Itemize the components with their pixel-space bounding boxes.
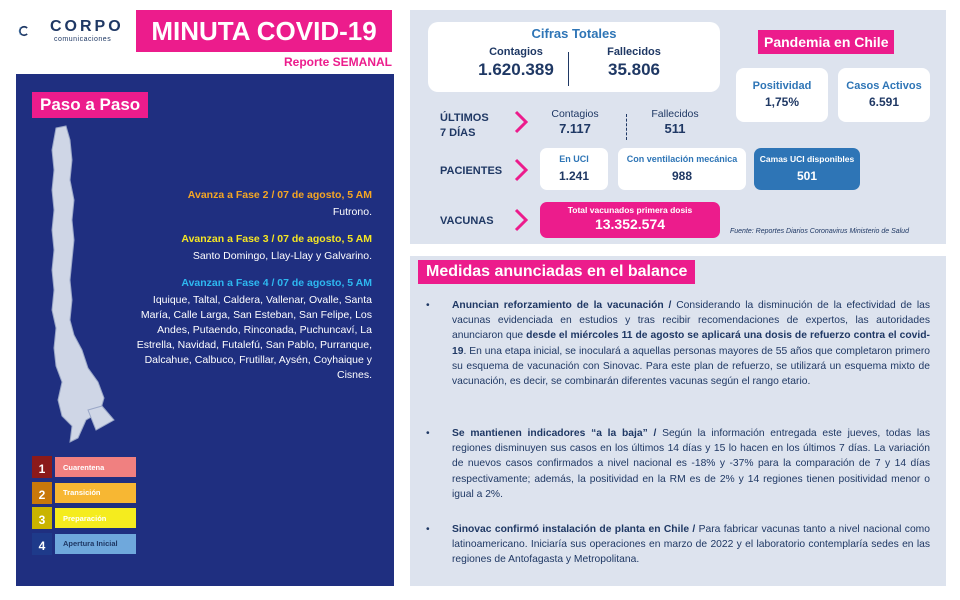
pandemia-label: Pandemia en Chile xyxy=(758,30,894,54)
vacunados-card xyxy=(540,202,720,238)
en-uci-label: En UCI xyxy=(559,154,589,164)
camas-uci-label: Camas UCI disponibles xyxy=(759,154,855,164)
legend-num: 4 xyxy=(32,533,52,555)
phase-4-title: Avanzan a Fase 4 / 07 de agosto, 5 AM xyxy=(181,277,372,289)
casos-activos-value: 6.591 xyxy=(868,95,900,109)
phase-4-block xyxy=(130,276,372,383)
en-uci-card xyxy=(540,148,608,190)
legend-row-apertura xyxy=(32,533,136,555)
phase-3-places: Santo Domingo, Llay-Llay y Galvarino. xyxy=(192,250,372,262)
total-contagios-label: Contagios xyxy=(489,46,543,58)
chevron-right-icon xyxy=(514,110,528,134)
ultimos-contagios-value: 7.117 xyxy=(559,121,591,136)
bullet-icon: • xyxy=(426,428,430,439)
medidas-title: Medidas anunciadas en el balance xyxy=(418,260,695,284)
chile-map-icon xyxy=(26,120,126,450)
casos-activos-card xyxy=(838,68,930,122)
vacunados-value: 13.352.574 xyxy=(594,216,666,232)
pacientes-label: PACIENTES xyxy=(440,165,503,177)
measure-item xyxy=(426,522,930,568)
totals-title: Cifras Totales xyxy=(531,26,617,41)
ventilacion-value: 988 xyxy=(671,169,693,183)
measure-highlight: desde el miércoles 11 de agosto se aplicará una dosis de refuerzo contra el covid-19 xyxy=(452,330,930,357)
measure-text: Según la información entregada este jueves, todas las regiones disminuyen sus casos en los últimos 14 días y 15 lo hacen en los últimos 7 días. La variación de nuevos casos confirmados a nivel nacional es -18% y -37% para la comparación de 7 y 14 días respectivamente; además, la positividad en la RM es de 2% y 14 regiones tienen positividad menor o igual a 2%. xyxy=(452,428,931,500)
measure-text: . En una etapa inicial, se inoculará a aquellas personas mayores de 55 años que completaron primero su esquema de vacunación con Sinovac. Para este plan de refuerzo, se utilizará un esquema mixto de vacunación, es decir, se combinarán diferentes vacunas según el rango etario. xyxy=(452,345,930,388)
ventilacion-card xyxy=(618,148,746,190)
legend-num: 3 xyxy=(32,507,52,529)
camas-uci-value: 501 xyxy=(796,169,818,183)
totals-divider xyxy=(568,52,569,86)
positividad-card xyxy=(736,68,828,122)
legend-row-cuarentena xyxy=(32,456,136,478)
ultimos-label-line2: 7 DÍAS xyxy=(440,127,476,139)
source-note: Fuente: Reportes Diarios Coronavirus Ministerio de Salud xyxy=(730,228,909,235)
paso-a-paso-label: Paso a Paso xyxy=(32,92,148,118)
phase-legend xyxy=(32,456,136,558)
brand-subtitle: comunicaciones xyxy=(54,36,112,43)
vacunados-label: Total vacunados primera dosis xyxy=(567,205,693,215)
casos-activos-label: Casos Activos xyxy=(846,80,922,92)
legend-label: Preparación xyxy=(55,508,136,528)
positividad-value: 1,75% xyxy=(764,95,800,109)
chevron-right-icon xyxy=(514,208,528,232)
total-fallecidos-label: Fallecidos xyxy=(607,46,661,58)
ventilacion-label: Con ventilación mecánica xyxy=(626,154,738,164)
ultimos-fallecidos-value: 511 xyxy=(664,121,686,136)
legend-label: Transición xyxy=(55,483,136,503)
page-title: MINUTA COVID-19 xyxy=(136,10,392,52)
phase-3-title: Avanzan a Fase 3 / 07 de agosto, 5 AM xyxy=(181,233,372,245)
phase-2-block xyxy=(130,188,372,220)
bullet-icon: • xyxy=(426,524,430,535)
phase-3-block xyxy=(130,232,372,264)
bullet-icon: • xyxy=(426,300,430,311)
ultimos-contagios-label: Contagios xyxy=(551,108,599,120)
report-subtitle: Reporte SEMANAL xyxy=(283,55,392,69)
measure-heading: Se mantienen indicadores “a la baja” / xyxy=(452,428,657,439)
measure-item xyxy=(426,298,930,389)
legend-num: 1 xyxy=(32,456,52,478)
vacunas-label: VACUNAS xyxy=(440,215,494,227)
measure-heading: Anuncian reforzamiento de la vacunación / xyxy=(452,300,672,311)
phase-2-title: Avanza a Fase 2 / 07 de agosto, 5 AM xyxy=(187,189,372,201)
measure-text: Considerando la disminución de la efectividad de las vacunas evidenciada en estudios y tras recibir recomendaciones de expertos, las autoridades anunciaron que xyxy=(452,300,930,342)
corpo-logo-icon xyxy=(18,14,54,48)
phase-2-places: Futrono. xyxy=(332,206,372,218)
chevron-right-icon xyxy=(514,158,528,182)
legend-row-preparacion xyxy=(32,507,136,529)
brand-name: CORPO xyxy=(50,18,124,35)
total-fallecidos xyxy=(574,46,694,80)
legend-label: Cuarentena xyxy=(55,457,136,477)
ultimos-fallecidos-label: Fallecidos xyxy=(651,108,699,120)
camas-uci-card xyxy=(754,148,860,190)
positividad-label: Positividad xyxy=(752,80,812,92)
measure-text: Para fabricar vacunas tanto a nivel nacional como latinoamericano. Iniciaría sus operaciones en marzo de 2022 y el laboratorio contemplaría sedes en las regiones de Antofagasta y Metropolitana. xyxy=(452,524,930,566)
measure-heading: Sinovac confirmó instalación de planta en Chile / xyxy=(452,524,696,535)
legend-num: 2 xyxy=(32,482,52,504)
phase-4-places: Iquique, Taltal, Caldera, Vallenar, Ovalle, Santa María, Calle Larga, San Esteban, San Felipe, Los Andes, Putaendo, Rinconada, Puchuncaví, La Estrella, Navidad, Futalefú, San Pablo, Purranque, Dalcahue, Calbuco, Frutillar, Aysén, Coyhaique y Cisnes. xyxy=(136,294,372,381)
measure-item xyxy=(426,426,930,502)
total-contagios-value: 1.620.389 xyxy=(478,60,554,79)
en-uci-value: 1.241 xyxy=(558,169,590,183)
ultimos-divider xyxy=(626,114,627,140)
total-contagios xyxy=(456,46,576,80)
ultimos-label xyxy=(440,111,489,141)
ultimos-label-line1: ÚLTIMOS xyxy=(440,112,489,124)
legend-row-transicion xyxy=(32,482,136,504)
legend-label: Apertura Inicial xyxy=(55,534,136,554)
total-fallecidos-value: 35.806 xyxy=(608,60,660,79)
